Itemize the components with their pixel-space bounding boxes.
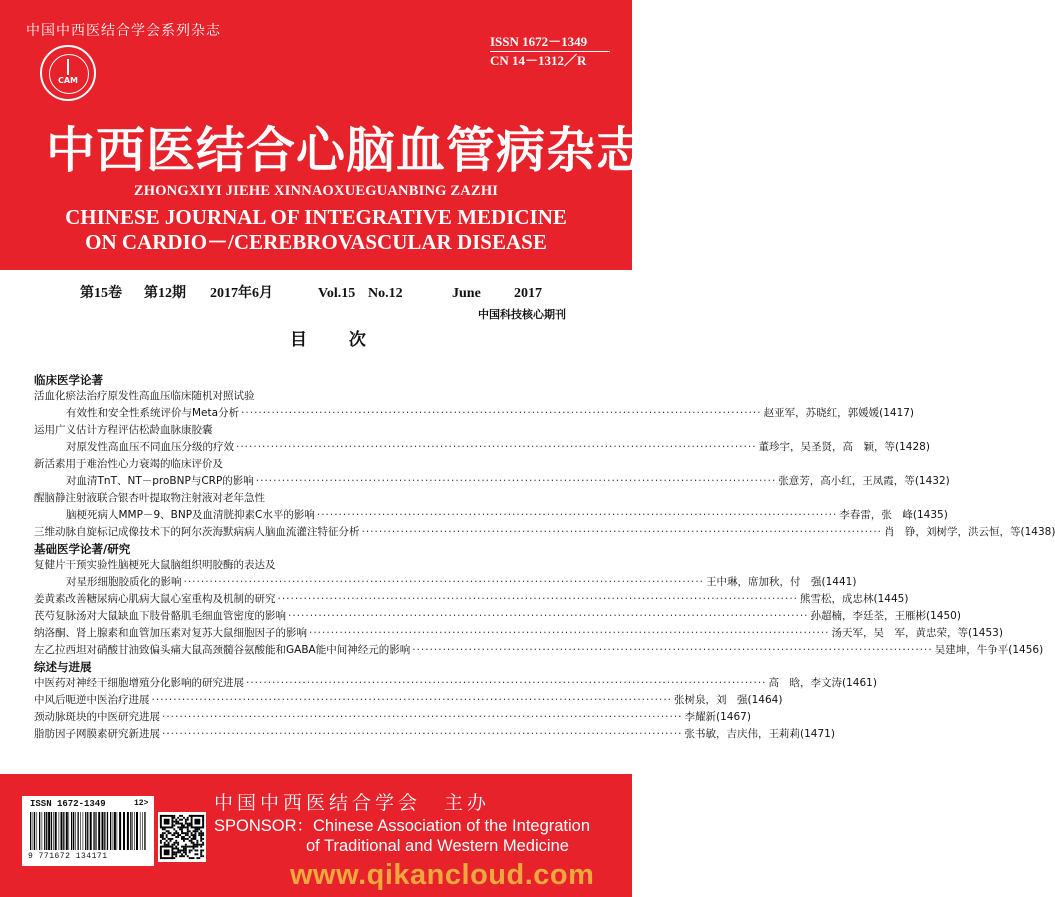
toc-entry-page: (1441) xyxy=(821,576,857,588)
leader-dots: ························································································································ xyxy=(236,441,757,453)
toc-entry-title: 中风后呃逆中医治疗进展 xyxy=(34,694,150,706)
leader-dots: ························································································································ xyxy=(255,475,777,487)
toc-section-heading: 基础医学论著/研究 xyxy=(34,542,131,556)
toc-entry-authors: 汤天军，吴 军，黄忠荣，等 xyxy=(831,627,969,639)
contents-title: 目 次 xyxy=(290,330,384,350)
toc-entry-page: (1438) xyxy=(1020,526,1055,538)
barcode: ISSN 1672-1349 12> 9 771672 134171 xyxy=(22,796,154,866)
toc-entry-title: 三维动脉自旋标记成像技术下的阿尔茨海默病病人脑血流灌注特征分析 xyxy=(34,526,360,538)
toc-entry-authors: 赵亚军，苏晓红，郭媛媛 xyxy=(763,407,880,419)
toc-entry-authors: 孙超楠，李廷荃，王雁彬 xyxy=(810,610,927,622)
society-emblem-icon: CAM xyxy=(40,45,96,101)
issue-line: 第15卷 第12期 2017年6月 Vol.15 No.12 June 2017 xyxy=(80,286,542,301)
journal-title-cn: 中西医结合心脑血管病杂志 xyxy=(46,121,647,179)
title-en-line2: ON CARDIO－/CEREBROVASCULAR DISEASE xyxy=(85,230,547,254)
toc-entry-title[interactable]: 醒脑静注射液联合银杏叶提取物注射液对老年急性 xyxy=(34,492,265,504)
sponsor-en: SPONSOR：Chinese Association of the Integration of Traditional and Western Medicine xyxy=(214,817,591,855)
toc-entry[interactable] xyxy=(34,473,950,490)
toc-entry[interactable] xyxy=(34,726,835,743)
toc-entry-authors: 王中琳，席加秋，付 强 xyxy=(706,576,822,588)
toc-entry-authors: 张意芳，高小红，王凤霞，等 xyxy=(778,475,915,487)
toc-entry-authors: 李春雷，张 峰 xyxy=(839,509,913,521)
toc-entry-title: 脂肪因子网膜素研究新进展 xyxy=(34,728,160,740)
leader-dots: ························································································································ xyxy=(183,576,705,588)
toc-entry-title: 颈动脉斑块的中医研究进展 xyxy=(34,711,160,723)
toc-entry-title[interactable]: 运用广义估计方程评估松龄血脉康胶囊 xyxy=(34,424,213,436)
toc-entry-page: (1471) xyxy=(800,728,835,740)
toc-entry-title-cont: 对血清TnT、NT－proBNP与CRP的影响 xyxy=(66,475,254,487)
toc-entry[interactable] xyxy=(34,507,948,524)
toc-entry-title-cont: 对星形细胞胶质化的影响 xyxy=(66,576,182,588)
toc-entry-page: (1461) xyxy=(842,677,877,689)
toc-entry-page: (1467) xyxy=(716,711,751,723)
title-en-line1: CHINESE JOURNAL OF INTEGRATIVE MEDICINE xyxy=(65,205,567,229)
leader-dots: ························································································································ xyxy=(361,526,883,538)
issn-block xyxy=(490,32,587,70)
issn-text: ISSN 1672－1349 xyxy=(490,34,588,49)
cn-text: CN 14－1312／R xyxy=(490,53,587,68)
toc-entry-title-cont: 对原发性高血压不同血压分级的疗效 xyxy=(66,441,234,453)
qr-code-icon xyxy=(158,812,206,862)
toc-entry-title: 中医药对神经干细胞增殖分化影响的研究进展 xyxy=(34,677,244,689)
sponsor-cn: 中国中西医结合学会 主办 xyxy=(214,792,491,814)
toc-entry-authors: 高 晗，李文涛 xyxy=(768,677,843,689)
leader-dots: ························································································································ xyxy=(246,677,767,689)
journal-title-en xyxy=(0,205,632,255)
toc-entry-title[interactable]: 复健片干预实验性脑梗死大鼠脑组织明胶酶的表达及 xyxy=(34,559,276,571)
leader-dots: ························································································································ xyxy=(316,509,838,521)
toc-section-heading: 综述与进展 xyxy=(34,660,92,674)
leader-dots: ························································································································ xyxy=(412,644,933,656)
journal-title-pinyin: ZHONGXIYI JIEHE XINNAOXUEGUANBING ZAZHI xyxy=(133,183,499,199)
toc-entry-page: (1428) xyxy=(895,441,930,453)
leader-dots: ························································································································ xyxy=(162,728,683,740)
toc-entry-page: (1432) xyxy=(914,475,950,487)
toc-entry-title: 姜黄素改善糖尿病心肌病大鼠心室重构及机制的研究 xyxy=(34,593,276,605)
toc-entry-authors: 李耀新 xyxy=(684,711,717,723)
toc-entry-page: (1435) xyxy=(912,509,948,521)
toc-entry[interactable] xyxy=(34,642,1044,659)
toc-entry-page: (1464) xyxy=(747,694,783,706)
toc-entry-authors: 张书敏，吉庆伟，王莉莉 xyxy=(684,728,801,740)
toc-entry-page: (1445) xyxy=(873,593,909,605)
toc-entry[interactable] xyxy=(34,692,783,709)
toc-entry-title-cont: 脑梗死病人MMP－9、BNP及血清胱抑素C水平的影响 xyxy=(66,509,315,521)
core-journal-label: 中国科技核心期刊 xyxy=(478,308,566,321)
toc-entry[interactable] xyxy=(34,608,961,625)
leader-dots: ························································································································ xyxy=(162,711,683,723)
leader-dots: ························································································································ xyxy=(277,593,799,605)
barcode-bars-icon xyxy=(28,812,148,850)
toc-entry-title[interactable]: 活血化瘀法治疗原发性高血压临床随机对照试验 xyxy=(34,390,255,402)
leader-dots: ························································································································ xyxy=(288,610,809,622)
toc-entry[interactable] xyxy=(34,439,930,456)
watermark: www.qikancloud.com xyxy=(290,859,595,891)
toc-entry-authors: 董珍宇，吴圣贤，高 颖，等 xyxy=(758,441,896,453)
leader-dots: ························································································································ xyxy=(151,694,673,706)
toc-entry-page: (1456) xyxy=(1008,644,1044,656)
table-of-contents xyxy=(34,372,1055,743)
toc-entry[interactable] xyxy=(34,625,1003,642)
toc-entry-title: 芪芍复脉汤对大鼠缺血下肢骨骼肌毛细血管密度的影响 xyxy=(34,610,286,622)
toc-entry-authors: 熊雪松，成忠林 xyxy=(800,593,874,605)
toc-entry[interactable] xyxy=(34,524,1055,541)
toc-entry-title-cont: 有效性和安全性系统评价与Meta分析 xyxy=(66,407,240,419)
toc-entry[interactable] xyxy=(34,675,877,692)
toc-entry[interactable] xyxy=(34,709,751,726)
toc-entry[interactable] xyxy=(34,591,909,608)
leader-dots: ························································································································ xyxy=(309,627,830,639)
toc-section-heading: 临床医学论著 xyxy=(34,373,103,387)
toc-entry[interactable] xyxy=(34,405,915,422)
toc-entry-page: (1450) xyxy=(926,610,961,622)
toc-entry-title: 纳洛酮、肾上腺素和血管加压素对复苏大鼠细胞因子的影响 xyxy=(34,627,307,639)
toc-entry-page: (1417) xyxy=(879,407,915,419)
toc-entry-title[interactable]: 新活素用于难治性心力衰竭的临床评价及 xyxy=(34,458,223,470)
leader-dots: ························································································································ xyxy=(241,407,762,419)
toc-entry-title: 左乙拉西坦对硝酸甘油致偏头痛大鼠高颈髓谷氨酸能和GABA能中间神经元的影响 xyxy=(34,644,411,656)
series-text: 中国中西医结合学会系列杂志 xyxy=(26,23,221,39)
toc-entry-authors: 张树泉，刘 强 xyxy=(674,694,748,706)
toc-entry[interactable] xyxy=(34,574,857,591)
toc-entry-authors: 吴建坤，牛争平 xyxy=(934,644,1009,656)
toc-entry-page: (1453) xyxy=(968,627,1003,639)
toc-entry-authors: 肖 铮，刘树学，洪云恒，等 xyxy=(884,526,1021,538)
